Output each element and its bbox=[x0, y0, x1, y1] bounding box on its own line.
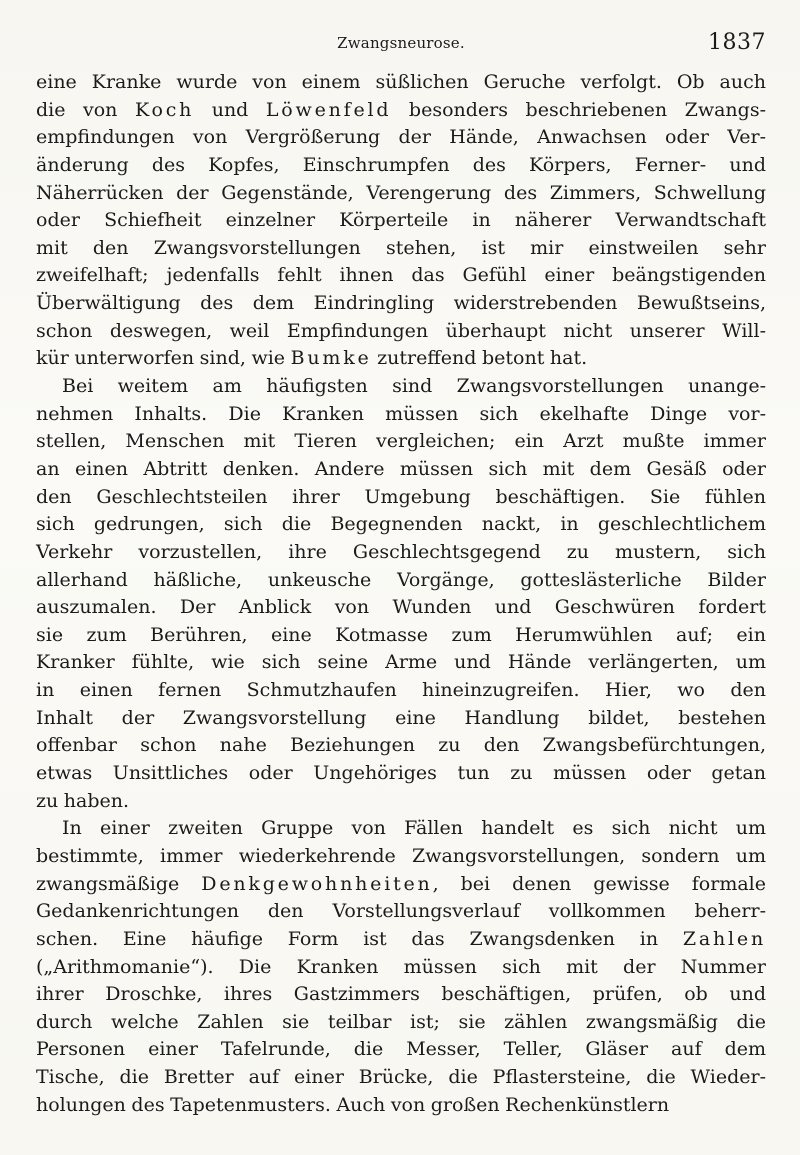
text-line: Überwältigung des dem Eindringling widerstrebenden Bewußtseins, bbox=[36, 292, 766, 315]
text-line: Tische, die Bretter auf einer Brücke, die Pflastersteine, die Wieder- bbox=[36, 1066, 766, 1089]
text-line: den Geschlechtsteilen ihrer Umgebung beschäftigen. Sie fühlen bbox=[36, 485, 766, 508]
text-line: kür unterworfen sind, wie Bumke zutreffend betont hat. bbox=[36, 347, 588, 370]
text-line: schon deswegen, weil Empfindungen überhaupt nicht unserer Will- bbox=[36, 319, 766, 342]
text-line: allerhand häßliche, unkeusche Vorgänge, gotteslästerliche Bilder bbox=[36, 568, 766, 591]
emphasized-name: Koch bbox=[134, 98, 195, 121]
text-line: Inhalt der Zwangsvorstellung eine Handlung bildet, bestehen bbox=[36, 706, 766, 729]
text-line: auszumalen. Der Anblick von Wunden und Geschwüren fordert bbox=[36, 596, 766, 619]
paragraph bbox=[36, 373, 766, 815]
page-number: 1837 bbox=[708, 30, 766, 55]
emphasized-name: Löwenfeld bbox=[265, 98, 392, 121]
text-line: holungen des Tapetenmusters. Auch von großen Rechenkünstlern bbox=[36, 1093, 670, 1116]
text-line: sie zum Berühren, eine Kotmasse zum Herumwühlen auf; ein bbox=[36, 623, 766, 646]
text-line: In einer zweiten Gruppe von Fällen handelt es sich nicht um bbox=[62, 817, 766, 840]
text-line: („Arithmomanie“). Die Kranken müssen sich mit der Nummer bbox=[36, 955, 766, 978]
text-line: zu haben. bbox=[36, 789, 130, 812]
text-line: änderung des Kopfes, Einschrumpfen des Körpers, Ferner- und bbox=[36, 153, 766, 176]
text-line: oder Schiefheit einzelner Körperteile in näherer Verwandtschaft bbox=[36, 209, 766, 232]
emphasized-name: Denkgewohnheiten bbox=[201, 872, 433, 895]
running-title: Zwangsneurose. bbox=[337, 34, 465, 52]
text-line: an einen Abtritt denken. Andere müssen sich mit dem Gesäß oder bbox=[36, 457, 766, 480]
text-line: schen. Eine häufige Form ist das Zwangsdenken in Zahlen bbox=[36, 927, 766, 950]
text-line: Personen einer Tafelrunde, die Messer, Teller, Gläser auf dem bbox=[36, 1038, 766, 1061]
page-header bbox=[34, 30, 768, 60]
body-text bbox=[36, 69, 766, 1119]
text-line: bestimmte, immer wiederkehrende Zwangsvorstellungen, sondern um bbox=[36, 844, 766, 867]
text-line: eine Kranke wurde von einem süßlichen Geruche verfolgt. Ob auch bbox=[36, 71, 766, 93]
text-line: offenbar schon nahe Beziehungen zu den Zwangsbefürchtungen, bbox=[36, 734, 766, 757]
text-line: Kranker fühlte, wie sich seine Arme und Hände verlängerten, um bbox=[36, 651, 766, 674]
text-line: mit den Zwangsvorstellungen stehen, ist mir einstweilen sehr bbox=[36, 236, 766, 259]
text-line: zweifelhaft; jedenfalls fehlt ihnen das Gefühl einer beängstigenden bbox=[36, 264, 766, 287]
emphasized-name: Zahlen bbox=[682, 927, 766, 950]
text-line: zwangsmäßige Denkgewohnheiten, bei denen gewisse formale bbox=[36, 872, 766, 895]
text-line: ihrer Droschke, ihres Gastzimmers beschäftigen, prüfen, ob und bbox=[36, 983, 766, 1006]
text-line: die von Koch und Löwenfeld besonders beschriebenen Zwangs- bbox=[36, 98, 766, 121]
text-line: nehmen Inhalts. Die Kranken müssen sich ekelhafte Dinge vor- bbox=[36, 402, 766, 425]
paragraph bbox=[36, 69, 766, 373]
text-line: etwas Unsittliches oder Ungehöriges tun zu müssen oder getan bbox=[36, 762, 766, 785]
text-line: stellen, Menschen mit Tieren vergleichen; ein Arzt mußte immer bbox=[36, 430, 766, 453]
text-line: durch welche Zahlen sie teilbar ist; sie zählen zwangsmäßig die bbox=[36, 1010, 766, 1033]
text-line: sich gedrungen, sich die Begegnenden nackt, in geschlechtlichem bbox=[36, 513, 766, 536]
text-line: empfindungen von Vergrößerung der Hände, Anwachsen oder Ver- bbox=[36, 126, 766, 149]
paragraph bbox=[36, 815, 766, 1119]
text-line: in einen fernen Schmutzhaufen hineinzugreifen. Hier, wo den bbox=[36, 679, 766, 702]
emphasized-name: Bumke bbox=[290, 347, 372, 370]
text-line: Näherrücken der Gegenstände, Verengerung des Zimmers, Schwellung bbox=[36, 181, 766, 204]
text-line: Verkehr vorzustellen, ihre Geschlechtsgegend zu mustern, sich bbox=[36, 540, 766, 563]
text-line: Bei weitem am häufigsten sind Zwangsvorstellungen unange- bbox=[62, 375, 766, 398]
text-line: Gedankenrichtungen den Vorstellungsverlauf vollkommen beherr- bbox=[36, 900, 766, 923]
